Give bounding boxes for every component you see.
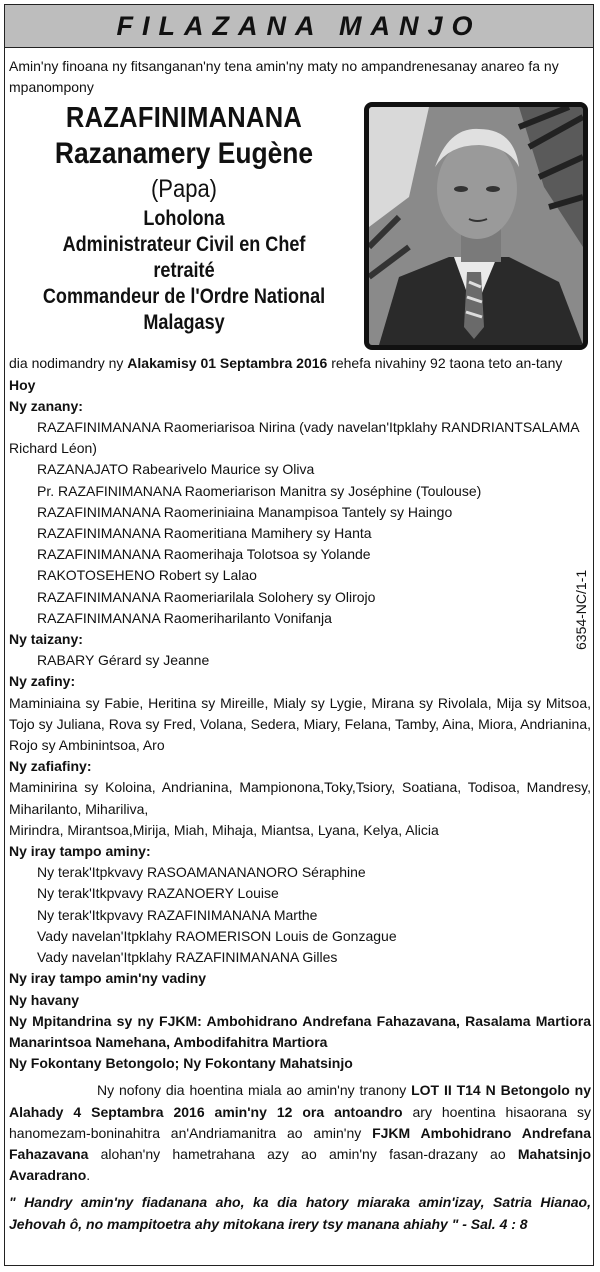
reference-code: 6354-NC/1-1 bbox=[573, 569, 589, 650]
portrait-photo bbox=[364, 102, 588, 350]
title-line: Malagasy bbox=[143, 311, 225, 335]
section-label-havany: Ny havany bbox=[9, 991, 80, 1008]
section-label-iray: Ny iray tampo aminy: bbox=[9, 843, 151, 860]
section-label-zafiafiny: Ny zafiafiny: bbox=[9, 758, 92, 775]
deceased-nickname: (Papa) bbox=[150, 175, 218, 204]
list-item: RAZAFINIMANANA Raomeriniaina Manampisoa Tantely sy Haingo bbox=[37, 503, 453, 520]
grandchildren-text: Maminiaina sy Fabie, Heritina sy Mireille, Mialy sy Lygie, Mirana sy Rivolala, Mija sy Mitsoa, Tojo sy Juliana, Rova sy Fred, Volana, Sedera, Miary, Felana, Tamby, Aina, Miora, Andrianina, Rojo sy Ambinintsoa, Aro bbox=[9, 694, 591, 754]
title-line: Administrateur Civil en Chef retraité bbox=[62, 233, 306, 283]
list-item: Vady navelan'Itpklahy RAZAFINIMANANA Gilles bbox=[37, 949, 338, 966]
list-item: Ny terak'Itpkvavy RASOAMANANANORO Séraphine bbox=[37, 864, 366, 881]
great-grandchildren-text: Maminirina sy Koloina, Andrianina, Mampionona,Toky,Tsiory, Soatiana, Todisoa, Mandresy, Miharilanto, Mihariliva, bbox=[9, 779, 591, 817]
list-item: RAKOTOSEHENO Robert sy Lalao bbox=[37, 567, 257, 584]
header-block bbox=[9, 98, 591, 353]
death-notice: dia nodimandry ny Alakamisy 01 Septambra 2016 rehefa nivahiny 92 taona teto an-tany Hoy bbox=[9, 355, 563, 393]
great-grandchildren-text: Mirindra, Mirantsoa,Mirija, Miah, Mihaja, Miantsa, Lyana, Kelya, Alicia bbox=[9, 821, 439, 838]
death-date: Alakamisy 01 Septambra 2016 bbox=[127, 355, 328, 372]
list-item: RAZAFINIMANANA Raomeriarisoa Nirina (vady navelan'Itpklahy RANDRIANTSALAMA bbox=[37, 419, 580, 436]
church-text: Ny Mpitandrina sy ny FJKM: Ambohidrano Andrefana Fahazavana, Rasalama Martiora Manarintsoa Namehana, Ambodifahitra Martiora bbox=[9, 1012, 591, 1050]
banner-title: FILAZANA MANJO bbox=[4, 4, 594, 48]
list-item: Ny terak'Itkpvavy RAZAFINIMANANA Marthe bbox=[37, 906, 318, 923]
scripture-quote: " Handry amin'ny fiadanana aho, ka dia hatory miaraka amin'izay, Satria Hianao, Jehovah ô, no mampitoetra ahy mitokana irery tsy manana ahiahy " - Sal. 4 : 8 bbox=[9, 1194, 591, 1232]
fokontany-text: Ny Fokontany Betongolo; Ny Fokontany Mahatsinjo bbox=[9, 1055, 353, 1072]
list-item: Vady navelan'Itpklahy RAOMERISON Louis de Gonzague bbox=[37, 927, 397, 944]
list-item: RAZAFINIMANANA Raomerihaja Tolotsoa sy Yolande bbox=[37, 546, 371, 563]
list-item: Richard Léon) bbox=[9, 440, 97, 457]
list-item: RABARY Gérard sy Jeanne bbox=[37, 652, 210, 669]
section-label-taizany: Ny taizany: bbox=[9, 631, 83, 648]
deceased-name: Razanamery Eugène bbox=[54, 137, 314, 171]
list-item: Pr. RAZAFINIMANANA Raomeriarison Manitra sy Joséphine (Toulouse) bbox=[37, 482, 482, 499]
list-item: RAZAFINIMANANA Raomeriarilala Solohery sy Olirojo bbox=[37, 588, 376, 605]
funeral-text: Ny nofony dia hoentina miala ao amin'ny tranony LOT II T14 N Betongolo ny Alahady 4 Septambra 2016 amin'ny 12 ora antoandro ary hoentina hisaorana sy hanomezam-boninahitra an'Andriamanitra ao amin'ny FJKM Ambohidrano Andrefana Fahazavana alohan'ny hametrahana azy ao amin'ny fasan-drazany ao Mahatsinjo Avaradrano. bbox=[9, 1082, 592, 1184]
list-item: RAZANAJATO Rabearivelo Maurice sy Oliva bbox=[37, 461, 315, 478]
section-label-zafiny: Ny zafiny: bbox=[9, 673, 76, 690]
list-item: RAZAFINIMANANA Raomeritiana Mamihery sy Hanta bbox=[37, 525, 372, 542]
notice-body bbox=[9, 56, 591, 1235]
deceased-surname: RAZAFINIMANANA bbox=[65, 102, 303, 135]
intro-text: Amin'ny finoana ny fitsanganan'ny tena amin'ny maty no ampandrenesanay anareo fa ny mpanompony bbox=[9, 58, 559, 96]
section-label-zanany: Ny zanany: bbox=[9, 397, 83, 414]
section-label-iray-vadiny: Ny iray tampo amin'ny vadiny bbox=[9, 970, 207, 987]
deceased-heading bbox=[9, 98, 359, 336]
title-line: Loholona bbox=[143, 207, 225, 231]
title-line: Commandeur de l'Ordre National bbox=[42, 285, 326, 309]
list-item: RAZAFINIMANANA Raomeriharilanto Vonifanja bbox=[37, 609, 332, 626]
list-item: Ny terak'Itkpvavy RAZANOERY Louise bbox=[37, 885, 279, 902]
